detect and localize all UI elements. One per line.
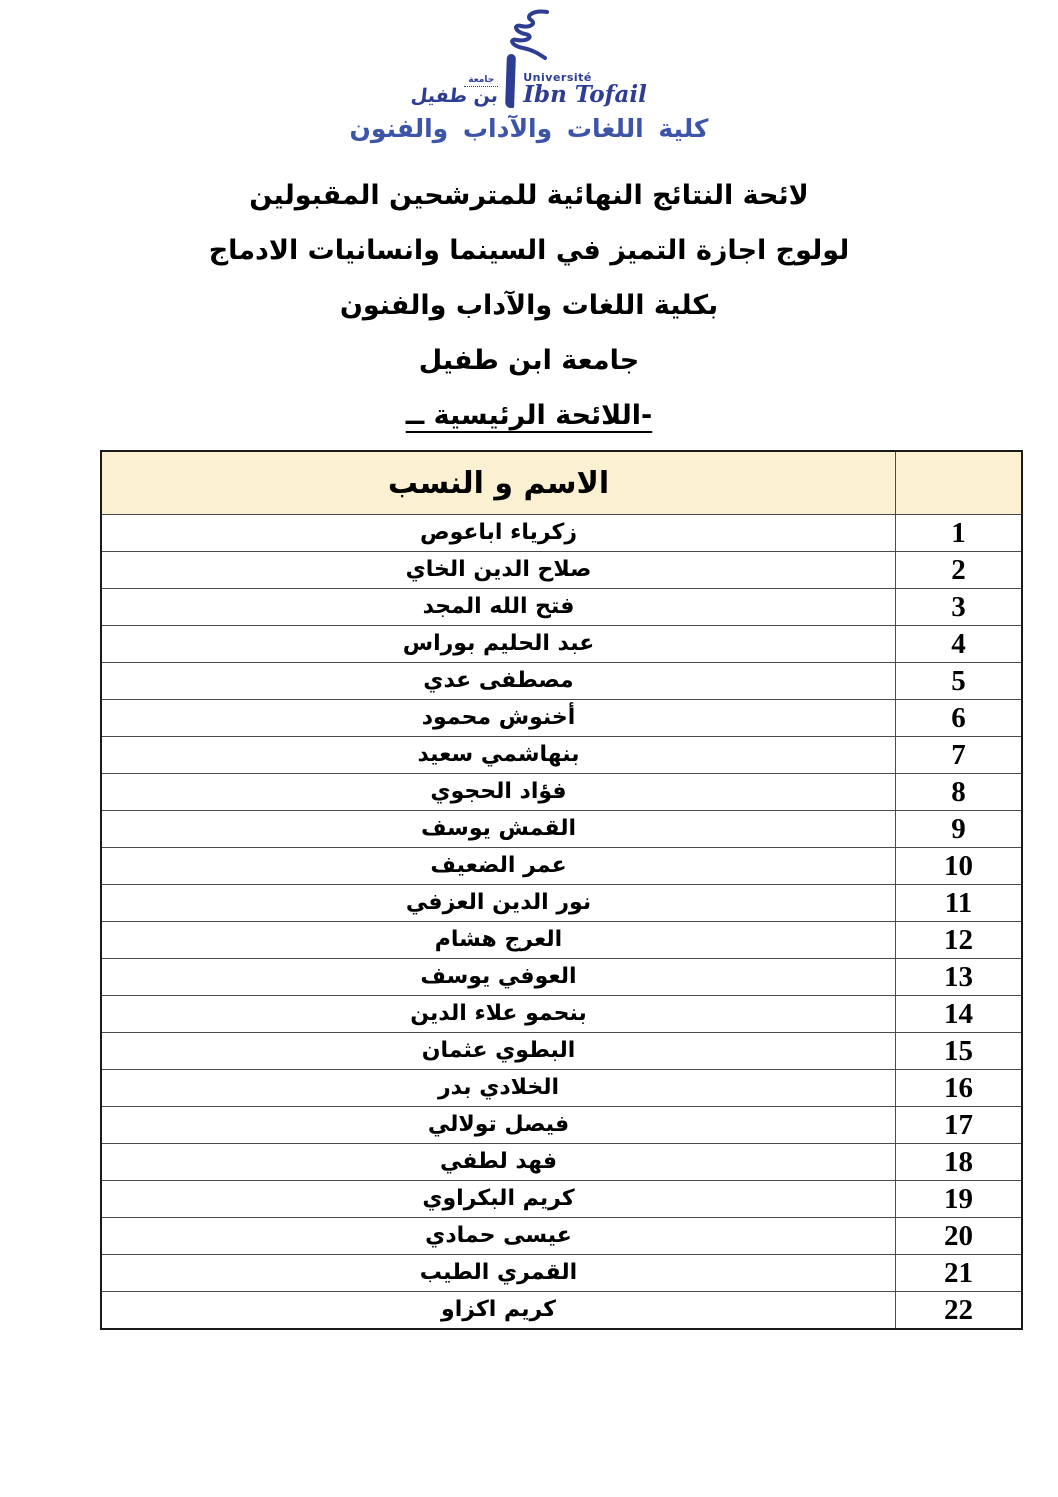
table-row (101, 1033, 1022, 1070)
candidate-rank: 6 (896, 700, 1023, 737)
table-row (101, 552, 1022, 589)
candidate-rank: 20 (896, 1218, 1023, 1255)
logo-arabic-name (411, 76, 498, 106)
logo-arabic-small-text: جامعة (464, 76, 498, 87)
candidate-name: كريم البكراوي (101, 1181, 896, 1218)
candidate-name: عبد الحليم بوراس (101, 626, 896, 663)
table-row (101, 1255, 1022, 1292)
candidate-rank: 3 (896, 589, 1023, 626)
candidate-name: عمر الضعيف (101, 848, 896, 885)
table-row (101, 1144, 1022, 1181)
logo-universite-text: Université (523, 71, 592, 84)
candidate-rank: 22 (896, 1292, 1023, 1330)
candidate-name: فيصل تولالي (101, 1107, 896, 1144)
table-row (101, 1107, 1022, 1144)
candidate-name: فهد لطفي (101, 1144, 896, 1181)
candidate-rank: 14 (896, 996, 1023, 1033)
name-column-header: الاسم و النسب (101, 451, 896, 515)
candidate-rank: 12 (896, 922, 1023, 959)
title-line-5 (0, 388, 1058, 443)
candidate-name: كريم اكزاو (101, 1292, 896, 1330)
candidate-name: مصطفى عدي (101, 663, 896, 700)
table-row (101, 1181, 1022, 1218)
candidate-name: القمش يوسف (101, 811, 896, 848)
table-row (101, 1292, 1022, 1330)
candidate-rank: 21 (896, 1255, 1023, 1292)
results-table (100, 450, 1023, 1330)
table-row (101, 515, 1022, 552)
table-row (101, 626, 1022, 663)
candidate-name: عيسى حمادي (101, 1218, 896, 1255)
logo-alif-stroke-icon (505, 54, 516, 108)
logo-arabic-big-text: بن طفيل (409, 85, 500, 107)
candidate-rank: 1 (896, 515, 1023, 552)
table-row (101, 1070, 1022, 1107)
faculty-name: كلية اللغات والآداب والفنون (349, 114, 709, 143)
candidate-rank: 19 (896, 1181, 1023, 1218)
candidate-rank: 13 (896, 959, 1023, 996)
table-row (101, 811, 1022, 848)
university-logo (0, 8, 1058, 143)
candidate-rank: 10 (896, 848, 1023, 885)
candidate-rank: 16 (896, 1070, 1023, 1107)
logo-french-name (523, 72, 647, 106)
table-row (101, 996, 1022, 1033)
table-header-row (101, 451, 1022, 515)
logo-calligraphy-swoosh-icon (469, 8, 589, 60)
logo-ibn-tofail-text: Ibn Tofail (523, 81, 647, 108)
table-row (101, 959, 1022, 996)
logo-wordmark (0, 54, 1058, 110)
candidate-name: صلاح الدين الخاي (101, 552, 896, 589)
number-column-header (896, 451, 1023, 515)
candidate-rank: 18 (896, 1144, 1023, 1181)
table-row (101, 848, 1022, 885)
candidate-rank: 9 (896, 811, 1023, 848)
candidate-rank: 2 (896, 552, 1023, 589)
table-row (101, 885, 1022, 922)
candidate-rank: 5 (896, 663, 1023, 700)
table-row (101, 774, 1022, 811)
candidate-rank: 17 (896, 1107, 1023, 1144)
candidate-rank: 11 (896, 885, 1023, 922)
main-list-label: -اللائحة الرئيسية ــ (405, 400, 653, 431)
candidate-rank: 15 (896, 1033, 1023, 1070)
title-line-3: بكلية اللغات والآداب والفنون (339, 290, 719, 321)
candidate-name: القمري الطيب (101, 1255, 896, 1292)
candidate-rank: 8 (896, 774, 1023, 811)
title-line-1: لائحة النتائج النهائية للمترشحين المقبولين (249, 180, 809, 211)
candidate-name: بنحمو علاء الدين (101, 996, 896, 1033)
candidate-name: البطوي عثمان (101, 1033, 896, 1070)
candidate-name: نور الدين العزفي (101, 885, 896, 922)
table-row (101, 922, 1022, 959)
candidate-name: فتح الله المجد (101, 589, 896, 626)
table-body (101, 515, 1022, 1330)
candidate-rank: 7 (896, 737, 1023, 774)
candidate-rank: 4 (896, 626, 1023, 663)
document-titles (0, 168, 1058, 443)
title-line-2: لولوج اجازة التميز في السينما وانسانيات الادماج (208, 235, 850, 266)
table-row (101, 737, 1022, 774)
candidate-name: أخنوش محمود (101, 700, 896, 737)
candidate-name: الخلادي بدر (101, 1070, 896, 1107)
candidate-name: زكرياء اباعوص (101, 515, 896, 552)
title-line-4: جامعة ابن طفيل (418, 345, 640, 376)
table-row (101, 1218, 1022, 1255)
table-row (101, 700, 1022, 737)
candidate-name: العرج هشام (101, 922, 896, 959)
candidate-name: العوفي يوسف (101, 959, 896, 996)
table-row (101, 663, 1022, 700)
candidate-name: فؤاد الحجوي (101, 774, 896, 811)
table-row (101, 589, 1022, 626)
candidate-name: بنهاشمي سعيد (101, 737, 896, 774)
